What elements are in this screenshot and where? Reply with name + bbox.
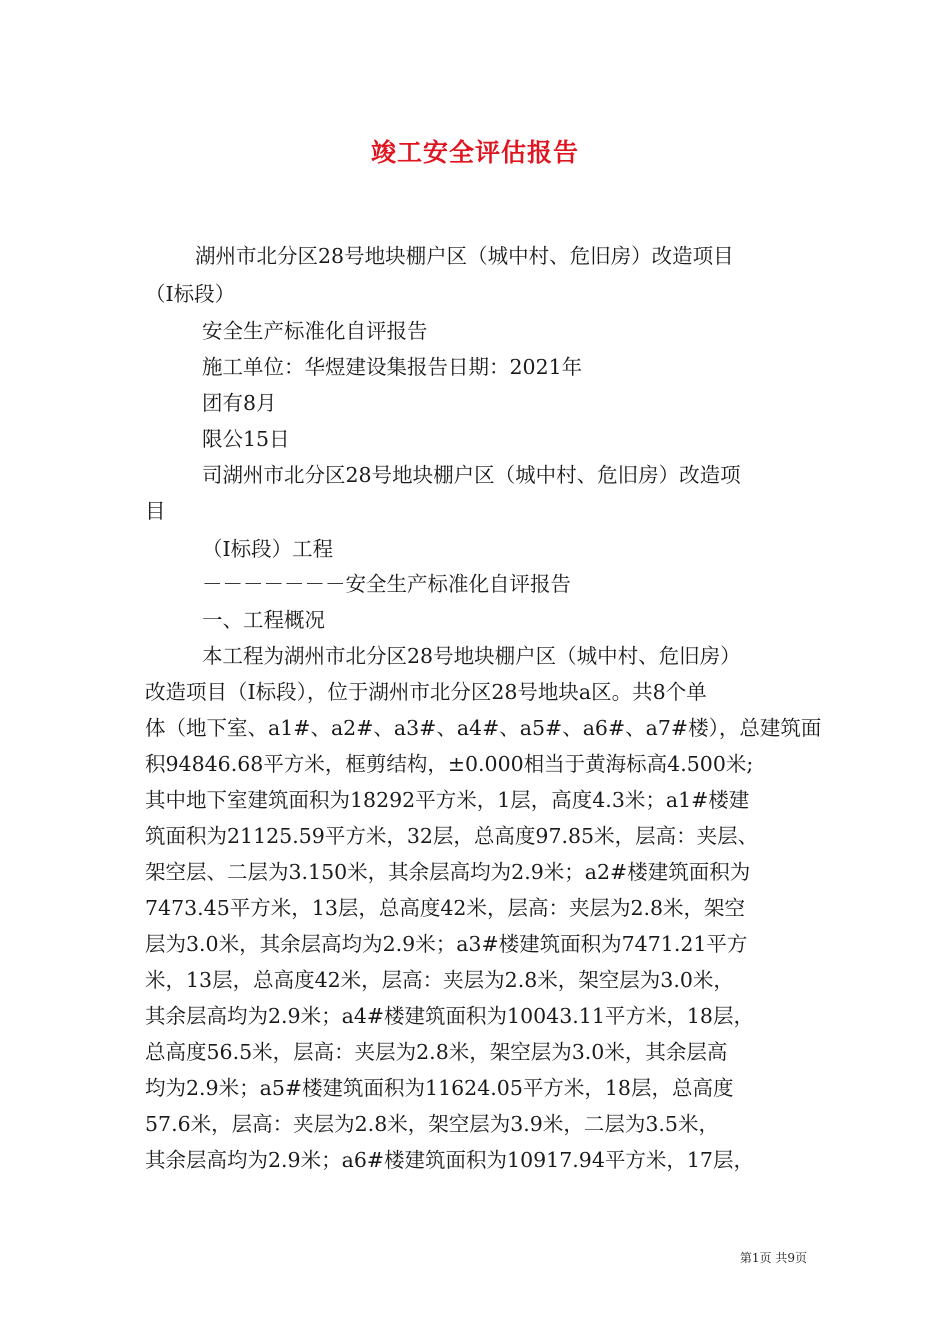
text-line: 司湖州市北分区28号地块棚户区（城中村、危旧房）改造项 bbox=[202, 463, 741, 487]
page-number: 第1页 共9页 bbox=[739, 1251, 807, 1265]
text-line: 均为2.9米；a5#楼建筑面积为11624.05平方米，18层，总高度 bbox=[145, 1076, 734, 1100]
text-line: （Ⅰ标段）工程 bbox=[202, 537, 334, 561]
text-line: 安全生产标准化自评报告 bbox=[202, 319, 428, 343]
text-line: 积94846.68平方米，框剪结构，±0.000相当于黄海标高4.500米; bbox=[145, 752, 754, 776]
text-line: 米，13层，总高度42米，层高：夹层为2.8米，架空层为3.0米， bbox=[145, 968, 734, 992]
text-line: 7473.45平方米，13层，总高度42米，层高：夹层为2.8米，架空 bbox=[145, 896, 746, 920]
text-line: 限公15日 bbox=[202, 427, 290, 451]
text-line: 施工单位：华煜建设集报告日期：2021年 bbox=[202, 355, 583, 379]
section-heading: 一、工程概况 bbox=[202, 608, 325, 632]
text-line: 筑面积为21125.59平方米，32层，总高度97.85米，层高：夹层、 bbox=[145, 824, 759, 848]
text-line: 其余层高均为2.9米；a4#楼建筑面积为10043.11平方米，18层， bbox=[145, 1004, 754, 1028]
text-line: 改造项目（Ⅰ标段），位于湖州市北分区28号地块a区。共8个单 bbox=[145, 680, 707, 704]
text-line: 本工程为湖州市北分区28号地块棚户区（城中村、危旧房） bbox=[202, 644, 741, 668]
text-line: （Ⅰ标段） bbox=[145, 282, 236, 306]
text-line: 总高度56.5米，层高：夹层为2.8米，架空层为3.0米，其余层高 bbox=[145, 1040, 728, 1064]
text-line: 团有8月 bbox=[202, 391, 277, 415]
text-line: 其中地下室建筑面积为18292平方米，1层，高度4.3米；a1#楼建 bbox=[145, 788, 750, 812]
text-line: 架空层、二层为3.150米，其余层高均为2.9米；a2#楼建筑面积为 bbox=[145, 860, 751, 884]
text-line: 57.6米，层高：夹层为2.8米，架空层为3.9米，二层为3.5米， bbox=[145, 1112, 719, 1136]
text-line: 湖州市北分区28号地块棚户区（城中村、危旧房）改造项目 bbox=[195, 244, 734, 268]
text-line: 层为3.0米，其余层高均为2.9米；a3#楼建筑面积为7471.21平方 bbox=[145, 932, 748, 956]
document-title: 竣工安全评估报告 bbox=[370, 138, 579, 167]
text-line: 目 bbox=[145, 499, 166, 523]
text-line: 其余层高均为2.9米；a6#楼建筑面积为10917.94平方米，17层， bbox=[145, 1148, 754, 1172]
text-line: －－－－－－－安全生产标准化自评报告 bbox=[202, 572, 571, 596]
text-line: 体（地下室、a1#、a2#、a3#、a4#、a5#、a6#、a7#楼），总建筑面 bbox=[145, 716, 822, 740]
